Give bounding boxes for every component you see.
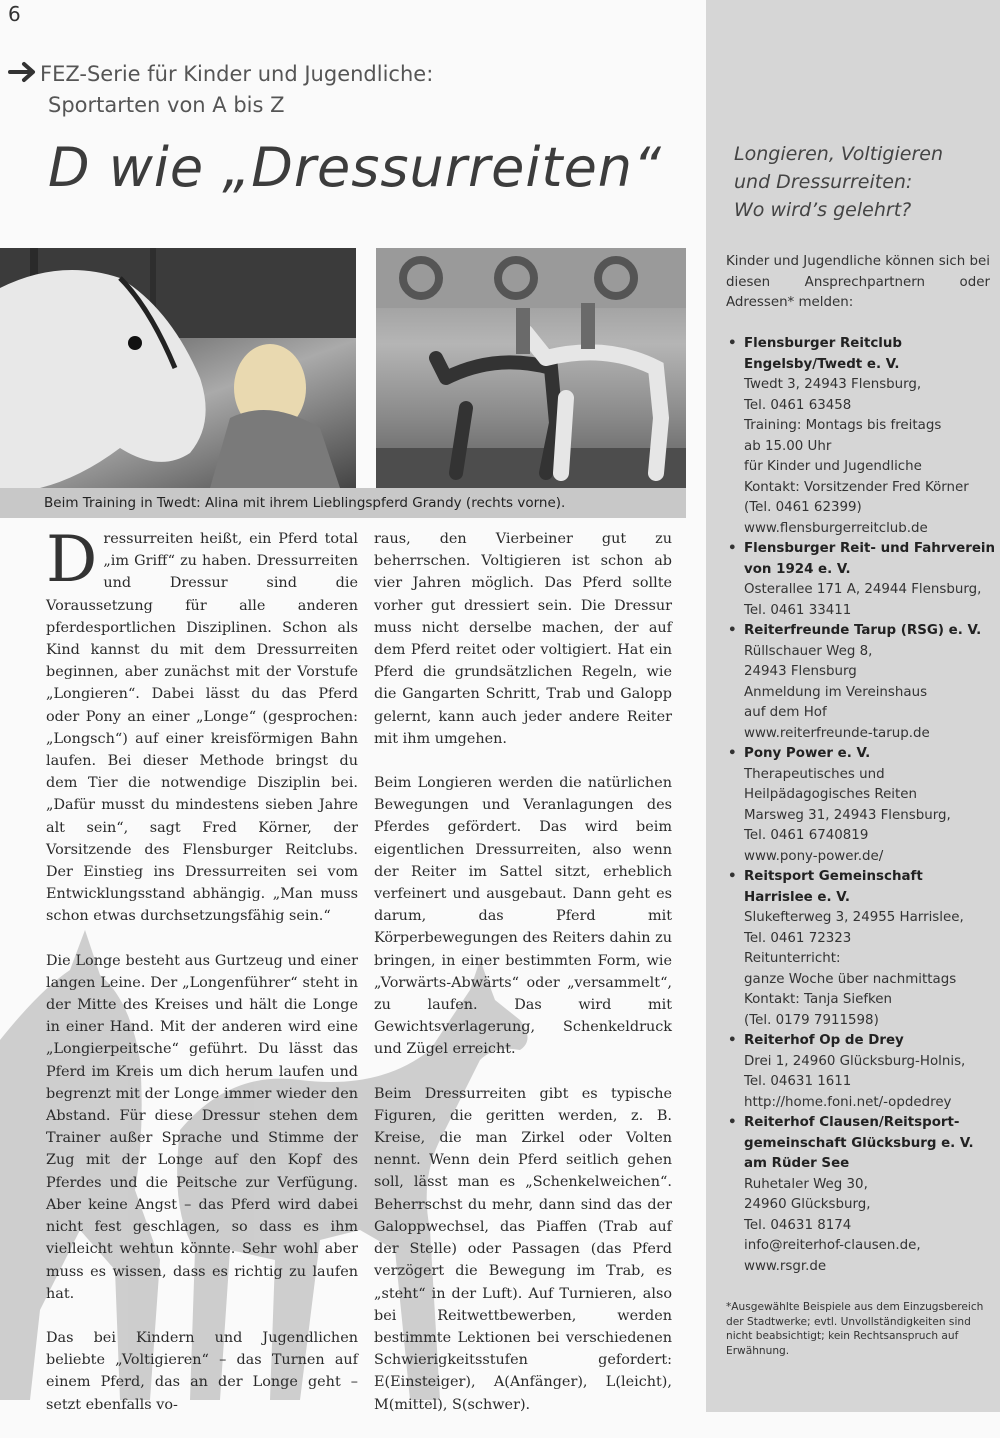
contact-entry: • Flensburger Reit- und Fahrverein von 1924 e. V. Osterallee 171 A, 24944 Flensburg, Tel. 0461 33411	[728, 541, 996, 618]
series-line-2: Sportarten von A bis Z	[48, 93, 285, 117]
bullet-icon: •	[728, 869, 737, 884]
contact-link[interactable]: www.flensburgerreitclub.de	[744, 520, 928, 536]
bullet-icon: •	[728, 541, 737, 556]
contact-entry: • Reiterfreunde Tarup (RSG) e. V. Rüllschauer Weg 8, 24943 Flensburg Anmeldung im Vereinshaus auf dem Hof www.reiterfreunde-tarup.de	[726, 621, 1000, 744]
contact-entry: • Reiterhof Op de Drey Drei 1, 24960 Glücksburg-Holnis, Tel. 04631 1611 http://home.foni.net/-opdedrey	[726, 1031, 1000, 1113]
article-paragraph-6: Beim Dressurreiten gibt es typische Figuren, die geritten werden, z. B. Kreise, die man Zirkel oder Volten nennt. Wenn dein Pferd seitlich gehen soll, lässt man es „Schenkelweichen“. Beherrschst du mehr, dann sind das der Galoppwechsel, das Piaffen (Trab auf der Stelle) oder Passagen (das Pferd verzögert die Bewegung im Trab, es „steht“ in der Luft). Auf Turnieren, also bei Reitwettbewerben, werden bestimmte Lektionen bei verschiedenen Schwierigkeitsstufen gefordert: E(Einsteiger), A(Anfänger), L(leicht), M(mittel), S(schwer).	[374, 1085, 672, 1413]
sidebar-heading: Longieren, Voltigieren und Dressurreiten: Wo wird’s gelehrt?	[734, 143, 943, 221]
article-paragraph-1: Dressurreiten heißt, ein Pferd total „im Griff“ zu haben. Dressurreiten und Dressur sind die Voraussetzung für alle anderen pferdesportlichen Disziplinen. Schon als Kind kannst du mit dem Dressurreiten beginnen, aber zunächst mit der Vorstufe „Longieren“. Dabei lässt du das Pferd oder Pony an einer „Longe“ (gesprochen: „Longsch“) auf einer kreisförmigen Bahn laufen. Bei dieser Methode bringst du dem Tier die notwendige Disziplin bei. „Dafür musst du mindestens sieben Jahre alt sein“, sagt Fred Körner, der Vorsitzende des Flensburger Reitclubs. Der Einstieg ins Dressurreiten sei vom Entwicklungsstand abhängig. „Man muss schon etwas durchsetzungsfähig sein.“	[46, 523, 358, 925]
bullet-icon: •	[728, 746, 737, 761]
article-paragraph-3: Das bei Kindern und Jugendlichen beliebte „Voltigieren“ – das Turnen auf einem Pferd, das an der Longe geht – setzt ebenfalls vo-	[46, 1329, 358, 1413]
contact-entry: • Reiterhof Clausen/Reitsport- gemeinschaft Glücksburg e. V. am Rüder See Ruhetaler Weg 30, 24960 Glücksburg, Tel. 04631 8174 info@reiterhof-clausen.de, www.rsgr.de	[726, 1113, 1000, 1277]
bullet-icon: •	[728, 1115, 737, 1130]
arrow-right-icon	[8, 60, 40, 91]
article-column-right	[374, 528, 672, 1438]
contact-link[interactable]: http://home.foni.net/-opdedrey	[744, 1094, 952, 1110]
contact-entry: • Reitsport Gemeinschaft Harrislee e. V. Slukefterweg 3, 24955 Harrislee, Tel. 0461 72323 Reitunterricht: ganze Woche über nachmittags Kontakt: Tanja Siefken (Tel. 0179 7911598)	[728, 869, 964, 1028]
article-column-left	[46, 523, 358, 1438]
headline: D wie „Dressurreiten“	[48, 136, 662, 199]
article-paragraph-5: Beim Longieren werden die natürlichen Bewegungen und Veranlagungen des Pferdes gefördert. Das wird beim eigentlichen Dressurreiten, also wenn der Reiter im Sattel sitzt, erheblich verfeinert und ausgebaut. Dann geht es darum, das Pferd mit Körperbewegungen des Reiters dahin zu bringen, in einer bestimmten Form, wie „Vorwärts-Abwärts“ oder „versammelt“, zu laufen. Das wird mit Gewichtsverlagerung, Schenkeldruck und Zügel erreicht.	[374, 775, 672, 1058]
bullet-icon: •	[728, 623, 737, 638]
drop-cap: D	[46, 523, 98, 597]
series-title	[8, 60, 688, 119]
contact-link[interactable]: www.reiterfreunde-tarup.de	[744, 725, 930, 741]
photo-girl-with-horse	[0, 248, 356, 488]
article-paragraph-4: raus, den Vierbeiner gut zu beherrschen. Voltigieren ist schon ab vier Jahren möglich. Das Pferd sollte vorher gut dressiert sein. Die Dressur muss nicht derselbe machen, der auf dem Pferd reitet oder voltigiert. Hat ein Pferd die grundsätzlichen Regeln, wie die Gangarten Schritt, Trab und Galopp gelernt, kann auch jeder andere Reiter mit ihm umgehen.	[374, 531, 672, 747]
contact-entry: • Pony Power e. V. Therapeutisches und Heilpädagogisches Reiten Marsweg 31, 24943 Flensburg, Tel. 0461 6740819 www.pony-power.de/	[726, 744, 1000, 867]
contact-list	[726, 334, 1000, 1277]
sidebar-intro: Kinder und Jugendliche können sich bei diesen Ansprechpartnern oder Adressen* melden:	[726, 254, 990, 310]
sidebar-contacts	[706, 0, 1000, 1412]
contact-email[interactable]: info@reiterhof-clausen.de,	[744, 1238, 921, 1253]
contact-link[interactable]: www.rsgr.de	[744, 1258, 827, 1274]
sidebar-footnote: *Ausgewählte Beispiele aus dem Einzugsbereich der Stadtwerke; evtl. Unvollständigkeiten sind nicht beabsichtigt; kein Rechtsanspruch auf Erwähnung.	[726, 1301, 984, 1357]
bullet-icon: •	[728, 1033, 737, 1048]
contact-link[interactable]: www.pony-power.de/	[744, 848, 884, 864]
series-line-1: FEZ-Serie für Kinder und Jugendliche:	[40, 62, 434, 86]
photo-riding-hall	[376, 248, 686, 488]
article-paragraph-2: Die Longe besteht aus Gurtzeug und einer langen Leine. Der „Longenführer“ steht in der Mitte des Kreises und hält die Longe in einer Hand. Mit der anderen wird eine „Longierpeitsche“ geführt. Du lässt das Pferd im Kreis um dich herum laufen und begrenzt mit der Longe immer wieder den Abstand. Für diese Dressur stehen dem Trainer außer Sprache und Stimme der Zug mit der Longe auf den Kopf des Pferdes und die Peitsche zur Verfügung. Aber keine Angst – das Pferd wird dabei nicht fest geschlagen, so dass es ihm vielleicht wehtun könnte. Sehr wohl aber muss es wissen, dass es richtig zu laufen hat.	[46, 952, 358, 1302]
page-number: 6	[8, 2, 21, 26]
bullet-icon: •	[728, 336, 737, 351]
photo-caption: Beim Training in Twedt: Alina mit ihrem Lieblingspferd Grandy (rechts vorne).	[0, 488, 686, 518]
contact-entry: • Flensburger Reitclub Engelsby/Twedt e. V. Twedt 3, 24943 Flensburg, Tel. 0461 63458 Training: Montags bis freitags ab 15.00 Uhr für Kinder und Jugendliche Kontakt: Vorsitzender Fred Körner (Tel. 0461 62399) www.flensburgerreitclub.de	[726, 334, 1000, 539]
